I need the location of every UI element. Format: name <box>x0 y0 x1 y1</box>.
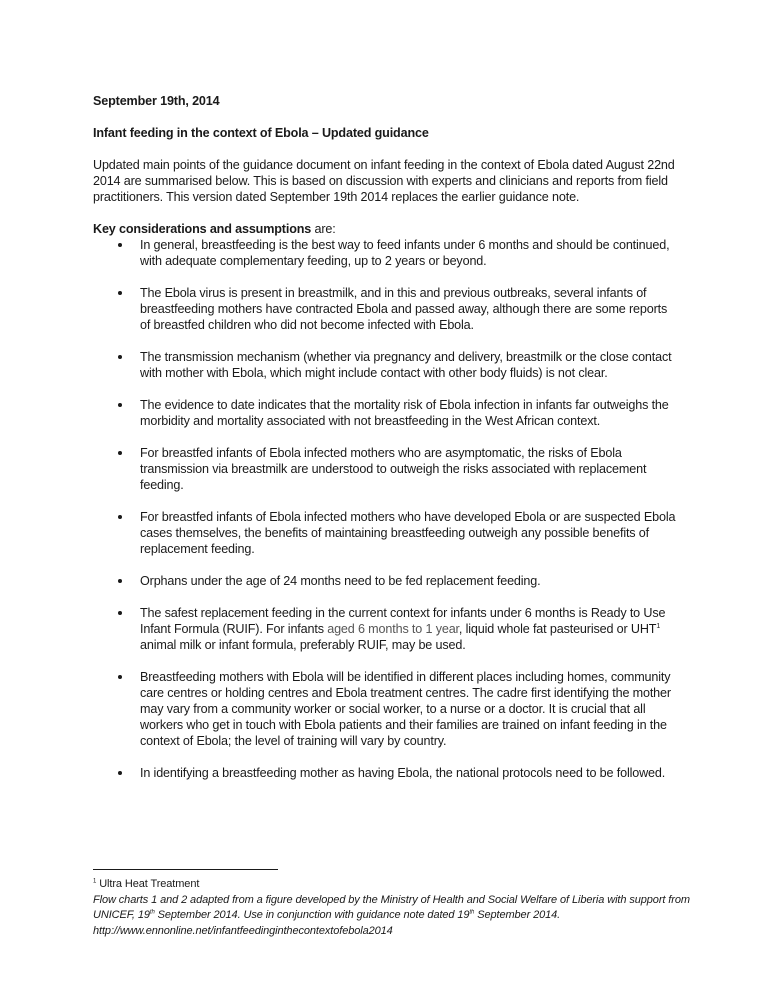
credit-text: September 2014. Use in conjunction with guidance note dated 19 <box>154 909 470 921</box>
bullet-icon <box>118 243 122 247</box>
bullet-icon <box>118 403 122 407</box>
list-item-text: In identifying a breastfeeding mother as having Ebola, the national protocols need to be followed. <box>140 766 666 780</box>
footnote-marker: 1 <box>93 878 97 885</box>
list-item-text: animal milk or infant formula, preferably RUIF, may be used. <box>140 638 466 652</box>
list-item-replacement-feeding <box>93 605 678 653</box>
document-title: Infant feeding in the context of Ebola – Updated guidance <box>93 126 429 140</box>
credit-text: Flow charts 1 and 2 adapted from a figure developed by the Ministry of Health and Social Welfare of Liberia with support from UNICEF, 19 <box>93 893 690 921</box>
list-item-text: Breastfeeding mothers with Ebola will be identified in different places including homes, community care centres or holding centres and Ebola treatment centres. The cadre first identifying the mother may vary from a community worker or social worker, to a nurse or a doctor. It is crucial that all workers who get in touch with Ebola patients and their families are trained on infant feeding in the context of Ebola; the level of training will vary by country. <box>140 670 671 748</box>
bullet-icon <box>118 451 122 455</box>
bullet-icon <box>118 771 122 775</box>
list-item <box>93 669 678 749</box>
intro-paragraph: Updated main points of the guidance document on infant feeding in the context of Ebola dated August 22nd 2014 are summarised below. This is based on discussion with experts and clinicians and reports from field practitioners. This version dated September 19th 2014 replaces the earlier guidance note. <box>93 158 675 204</box>
key-considerations-heading <box>93 221 678 237</box>
key-considerations-list <box>93 237 678 781</box>
footnote-text: Ultra Heat Treatment <box>96 878 200 890</box>
document-page <box>93 93 678 797</box>
key-heading-rest: are: <box>311 222 336 236</box>
footnote-reference[interactable]: 1 <box>656 622 661 630</box>
list-item-text: For breastfed infants of Ebola infected mothers who are asymptomatic, the risks of Ebola transmission via breastmilk are understood to outweigh the risks associated with replacement feeding. <box>140 446 647 492</box>
list-item <box>93 573 678 589</box>
list-item <box>93 445 678 493</box>
list-item <box>93 285 678 333</box>
list-item-text: The safest replacement feeding in the current context for infants under 6 months is Ready to Use Infant Formula (RUIF). For infants <box>140 606 666 636</box>
list-item <box>93 349 678 381</box>
credit-text: September 2014. http://www.ennonline.net/infantfeedinginthecontextofebola2014 <box>93 909 561 937</box>
key-heading-bold: Key considerations and assumptions <box>93 222 312 236</box>
bullet-icon <box>118 675 122 679</box>
list-item-text: The Ebola virus is present in breastmilk, and in this and previous outbreaks, several infants of breastfeeding mothers have contracted Ebola and passed away, although there are some reports of breastfed children who did not become infected with Ebola. <box>140 286 668 332</box>
bullet-icon <box>118 579 122 583</box>
list-item-text: In general, breastfeeding is the best way to feed infants under 6 months and should be continued, with adequate complementary feeding, up to 2 years or beyond. <box>140 238 670 268</box>
ordinal-suffix: th <box>469 909 475 916</box>
list-item-text: For breastfed infants of Ebola infected mothers who have developed Ebola or are suspected Ebola cases themselves, the benefits of maintaining breastfeeding outweigh any possible benefits of replacement feeding. <box>140 510 676 556</box>
highlighted-text: aged 6 months to 1 year <box>327 622 459 636</box>
footnotes <box>93 877 693 939</box>
list-item-text: The evidence to date indicates that the mortality risk of Ebola infection in infants far outweighs the morbidity and mortality associated with not breastfeeding in the West African context. <box>140 398 669 428</box>
bullet-icon <box>118 515 122 519</box>
bullet-icon <box>118 611 122 615</box>
flowchart-credit <box>93 893 693 940</box>
footnote-separator <box>93 869 278 870</box>
list-item-text: , liquid whole fat pasteurised or UHT <box>458 622 657 636</box>
bullet-icon <box>118 291 122 295</box>
list-item <box>93 509 678 557</box>
list-item <box>93 397 678 429</box>
ordinal-suffix: th <box>149 909 155 916</box>
document-date: September 19th, 2014 <box>93 94 220 108</box>
footnote-1 <box>93 877 693 893</box>
list-item <box>93 237 678 269</box>
list-item-text: The transmission mechanism (whether via pregnancy and delivery, breastmilk or the close contact with mother with Ebola, which might include contact with other body fluids) is not clear. <box>140 350 672 380</box>
bullet-icon <box>118 355 122 359</box>
list-item <box>93 765 678 781</box>
list-item-text: Orphans under the age of 24 months need to be fed replacement feeding. <box>140 574 541 588</box>
